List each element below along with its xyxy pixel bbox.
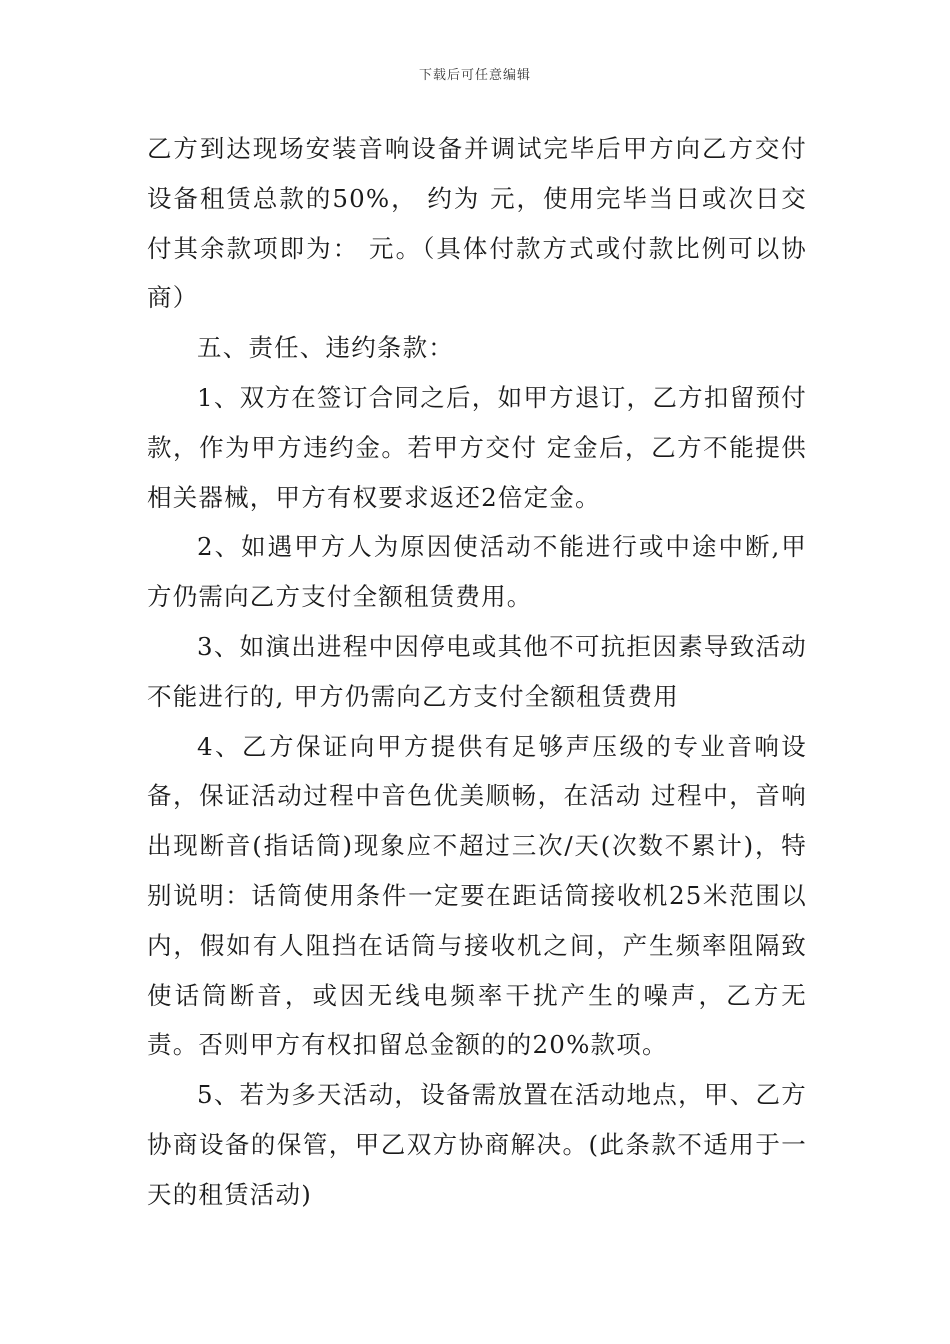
clause-1-paragraph: 1、双方在签订合同之后，如甲方退订，乙方扣留预付款，作为甲方违约金。若甲方交付 定金后，乙方不能提供相关器械，甲方有权要求返还2倍定金。 — [147, 382, 807, 512]
payment-paragraph: 乙方到达现场安装音响设备并调试完毕后甲方向乙方交付设备租赁总款的50%， 约为 元，使用完毕当日或次日交付其余款项即为： 元。（具体付款方式或付款比例可以协商） — [147, 134, 807, 313]
clause-2-paragraph: 2、如遇甲方人为原因使活动不能进行或中途中断,甲方仍需向乙方支付全额租赁费用。 — [147, 532, 807, 612]
clause-5-paragraph: 5、若为多天活动，设备需放置在活动地点，甲、乙方协商设备的保管，甲乙双方协商解决。(此条款不适用于一天的租赁活动) — [147, 1080, 807, 1209]
document-body — [147, 124, 807, 1220]
section-heading: 五、责任、违约条款： — [197, 333, 454, 363]
clause-4-paragraph: 4、乙方保证向甲方提供有足够声压级的专业音响设备，保证活动过程中音色优美顺畅，在活动 过程中，音响出现断音(指话筒)现象应不超过三次/天(次数不累计)，特别说明：话筒使用条件一定要在距话筒接收机25米范围以内，假如有人阻挡在话筒与接收机之间，产生频率阻隔致使话筒断音，或因无线电频率干扰产生的噪声，乙方无责。否则甲方有权扣留总金额的的20%款项。 — [147, 731, 807, 1060]
page-header-note: 下载后可任意编辑 — [418, 68, 531, 83]
clause-3-paragraph: 3、如演出进程中因停电或其他不可抗拒因素导致活动不能进行的, 甲方仍需向乙方支付全额租赁费用 — [147, 631, 807, 711]
